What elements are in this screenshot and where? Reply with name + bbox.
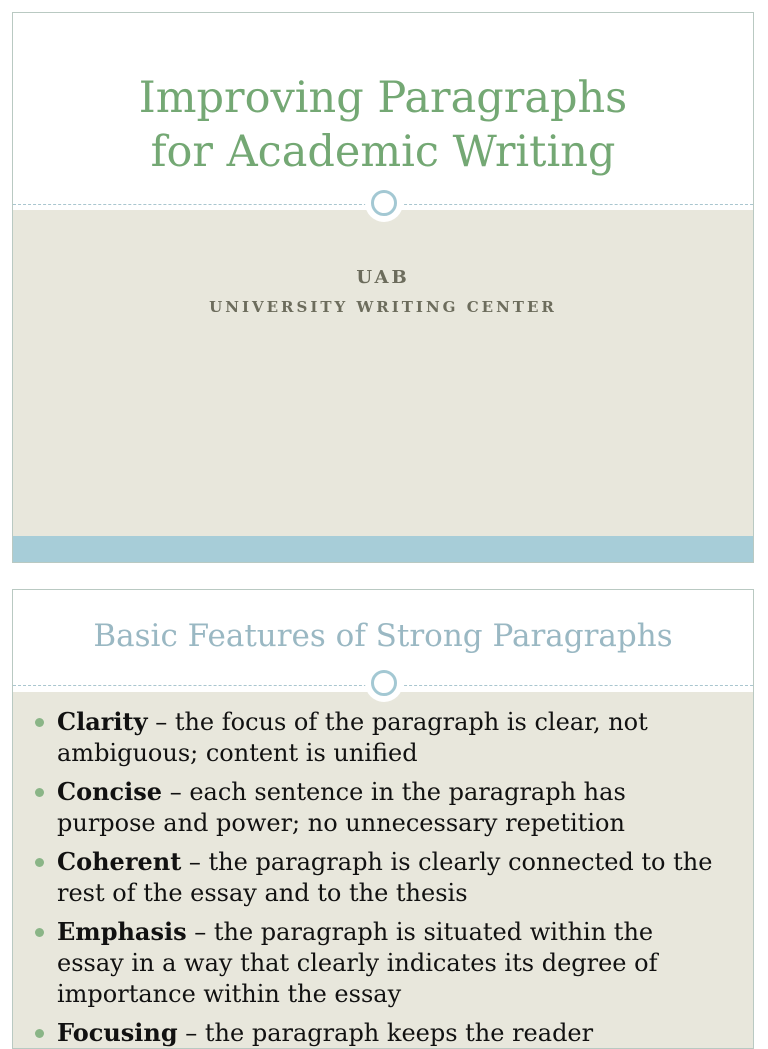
bullet-term: Concise [57, 777, 163, 806]
bullet-term: Emphasis [57, 917, 187, 946]
title-line-1: Improving Paragraphs [138, 73, 628, 123]
bullet-term: Clarity [57, 707, 148, 736]
list-item [35, 776, 723, 839]
list-item [35, 706, 723, 769]
bullet-text: – the focus of the paragraph is clear, not ambiguous; content is unified [57, 708, 648, 767]
content-slide [12, 589, 754, 1049]
bullet-dot-icon [35, 928, 44, 937]
subtitle-department: UNIVERSITY WRITING CENTER [209, 298, 557, 316]
divider-circle-icon [366, 185, 402, 221]
bullet-text: – the paragraph is clearly connected to the rest of the essay and to the thesis [57, 848, 713, 907]
title-slide-body [13, 210, 753, 537]
bullet-text: – each sentence in the paragraph has purpose and power; no unnecessary repetition [57, 778, 626, 837]
bullet-list [35, 706, 723, 1049]
list-item [35, 916, 723, 1010]
bullet-dot-icon [35, 1029, 44, 1038]
divider-circle-icon [366, 665, 402, 701]
list-item [35, 846, 723, 909]
bullet-dot-icon [35, 718, 44, 727]
title-slide [12, 12, 754, 563]
title-line-2: for Academic Writing [150, 127, 616, 177]
subtitle-organization: UAB [356, 267, 410, 288]
slide-title: Basic Features of Strong Paragraphs [93, 618, 673, 654]
slide-title [13, 71, 753, 179]
bullet-term: Focusing [57, 1018, 178, 1047]
bullet-text: – the paragraph keeps the reader [177, 1019, 594, 1047]
bullet-term: Coherent [57, 847, 182, 876]
title-area [13, 13, 753, 204]
list-item [35, 1017, 723, 1049]
bullet-text: – the paragraph is situated within the essay in a way that clearly indicates its degree of importance within the essay [57, 918, 658, 1008]
footer-bar [13, 536, 753, 562]
bullet-dot-icon [35, 788, 44, 797]
bullet-dot-icon [35, 858, 44, 867]
